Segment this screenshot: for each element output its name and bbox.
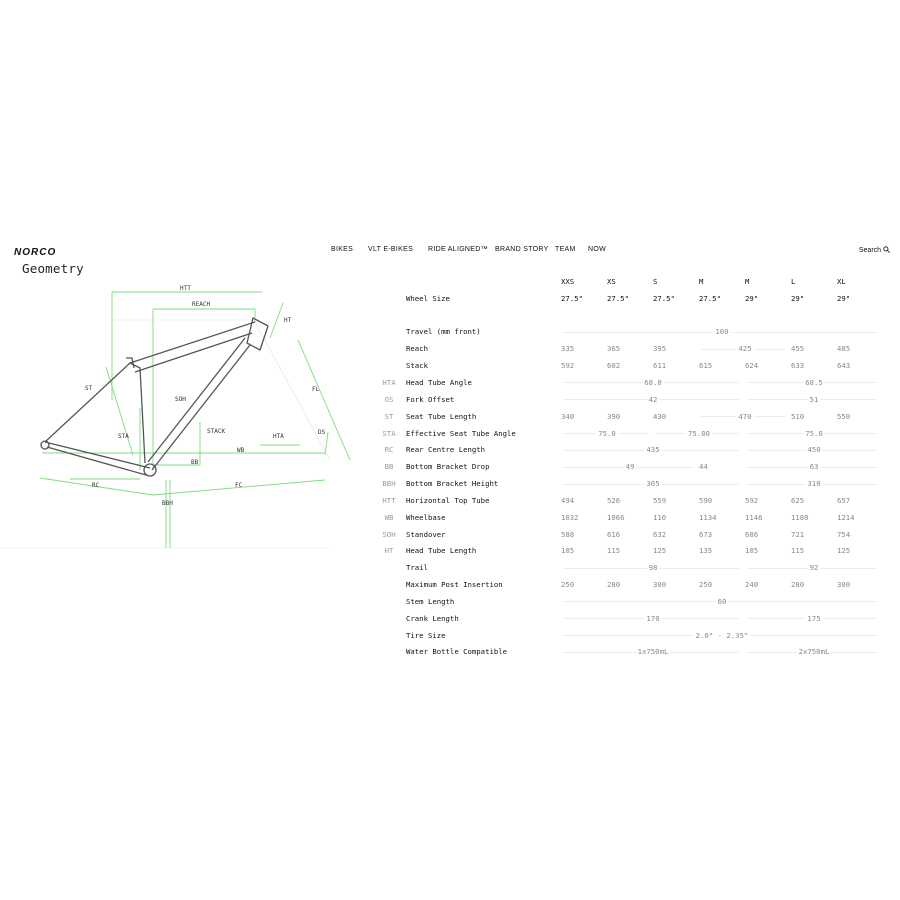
row-label: Maximum Post Insertion — [406, 580, 503, 590]
label-header-cell — [406, 273, 561, 290]
table-row — [372, 357, 883, 374]
size-header: XXS — [561, 276, 575, 286]
table-row — [372, 492, 883, 509]
value-cell: 29" — [745, 293, 759, 303]
cell-value: 175 — [807, 613, 821, 623]
table-row — [372, 644, 883, 661]
cell-value: 2.0" - 2.35" — [695, 630, 749, 640]
table-row — [372, 458, 883, 475]
row-abbr: ST — [384, 411, 394, 421]
cell-value: 1x750mL — [637, 647, 669, 657]
row-abbr: HTT — [382, 495, 396, 505]
value-cell: 115 — [791, 546, 805, 556]
spacer-cell — [561, 307, 883, 324]
size-header: L — [791, 276, 796, 286]
table-row — [372, 475, 883, 492]
cell-value: 75.0 — [598, 428, 616, 438]
value-cell: 44 — [699, 462, 708, 472]
value-cell: 280 — [791, 580, 805, 590]
value-cell: 105 — [561, 546, 575, 556]
cell-value: 51 — [809, 394, 819, 404]
label-rc: RC — [92, 482, 100, 489]
value-cell: 27.5" — [561, 293, 583, 303]
row-label: Trail — [406, 563, 428, 573]
value-cell: 135 — [699, 546, 713, 556]
merged-value-cell — [561, 627, 883, 644]
row-abbr: RC — [384, 445, 394, 455]
value-cell: 240 — [745, 580, 759, 590]
search-button[interactable] — [859, 246, 890, 254]
value-cell: 125 — [653, 546, 667, 556]
value-cell: 1214 — [837, 512, 855, 522]
value-cell: 1146 — [745, 512, 763, 522]
label-ds: DS — [318, 429, 326, 436]
label-fl: FL — [312, 386, 320, 393]
value-cell: 340 — [561, 411, 575, 421]
table-row — [372, 593, 883, 610]
row-label: Standover — [406, 529, 446, 539]
merged-value-cell — [745, 458, 883, 475]
merged-value-cell — [561, 441, 745, 458]
merged-value-cell — [699, 340, 791, 357]
value-cell: 625 — [791, 495, 805, 505]
row-abbr: SOH — [382, 529, 396, 539]
table-row — [372, 441, 883, 458]
cell-value: 310 — [807, 479, 821, 489]
value-cell: 395 — [653, 344, 667, 354]
nav-brand-story[interactable]: BRAND STORY — [495, 246, 549, 253]
value-cell: 390 — [607, 411, 621, 421]
row-abbr — [372, 559, 406, 576]
table-row — [372, 509, 883, 526]
value-cell: 590 — [699, 495, 713, 505]
label-st: ST — [85, 385, 93, 392]
cell-value: 100 — [715, 327, 729, 337]
row-label: Reach — [406, 344, 428, 354]
cell-value: 305 — [646, 479, 660, 489]
row-label: Stem Length — [406, 596, 455, 606]
value-cell: 430 — [653, 411, 667, 421]
value-cell: 250 — [699, 580, 713, 590]
row-abbr — [372, 340, 406, 357]
cell-value: 68.0 — [644, 377, 662, 387]
row-abbr — [372, 593, 406, 610]
page-title: Geometry — [22, 261, 84, 276]
value-cell: 616 — [607, 529, 621, 539]
value-cell: 510 — [791, 411, 805, 421]
table-row — [372, 374, 883, 391]
merged-value-cell — [561, 559, 745, 576]
row-label: Crank Length — [406, 613, 459, 623]
label-bb: BB — [191, 459, 199, 466]
row-abbr: HT — [384, 546, 394, 556]
merged-value-cell — [561, 644, 745, 661]
table-row — [372, 627, 883, 644]
table-row — [372, 425, 883, 442]
label-ht: HT — [284, 317, 292, 324]
merged-value-cell — [745, 374, 883, 391]
size-header: M — [745, 276, 750, 286]
value-cell: 335 — [561, 344, 575, 354]
value-cell: 1180 — [791, 512, 809, 522]
search-icon — [883, 246, 890, 253]
merged-value-cell — [699, 408, 791, 425]
value-cell: 615 — [699, 361, 713, 371]
value-cell: 1066 — [607, 512, 625, 522]
value-cell: 300 — [837, 580, 851, 590]
row-abbr — [372, 290, 406, 307]
table-row — [372, 610, 883, 627]
row-abbr — [372, 644, 406, 661]
cell-value: 450 — [807, 445, 821, 455]
geometry-table — [372, 273, 883, 660]
value-cell: 110 — [653, 512, 667, 522]
size-header: S — [653, 276, 658, 286]
value-cell: 455 — [791, 344, 805, 354]
cell-value: 470 — [738, 411, 752, 421]
value-cell: 588 — [561, 529, 575, 539]
table-row — [372, 391, 883, 408]
row-label: Travel (mm front) — [406, 327, 481, 337]
table-header-row — [372, 273, 883, 290]
row-abbr — [372, 627, 406, 644]
cell-value: 63 — [809, 462, 819, 472]
cell-value: 98 — [648, 563, 658, 573]
search-label: Search — [858, 247, 882, 254]
value-cell: 494 — [561, 495, 575, 505]
row-label: Tire Size — [406, 630, 446, 640]
size-header: M — [699, 276, 704, 286]
nav-vlt-ebikes[interactable]: VLT E-BIKES — [368, 246, 414, 253]
cell-value: 68.5 — [805, 377, 823, 387]
value-cell: 29" — [837, 293, 851, 303]
merged-value-cell — [745, 425, 883, 442]
merged-value-cell — [561, 458, 699, 475]
merged-value-cell — [561, 593, 883, 610]
value-cell: 602 — [607, 361, 621, 371]
value-cell: 27.5" — [653, 293, 675, 303]
cell-value: 60 — [717, 596, 727, 606]
table-row — [372, 324, 883, 341]
main-nav — [0, 246, 900, 258]
value-cell: 526 — [607, 495, 621, 505]
label-stack: STACK — [207, 428, 226, 435]
label-reach: REACH — [192, 301, 211, 308]
value-cell: 485 — [837, 344, 851, 354]
row-abbr: OS — [384, 394, 394, 404]
value-cell: 300 — [653, 580, 667, 590]
table-row — [372, 307, 883, 324]
value-cell: 592 — [561, 361, 575, 371]
row-label: Wheelbase — [406, 512, 446, 522]
table-row — [372, 559, 883, 576]
value-cell: 115 — [607, 546, 621, 556]
merged-value-cell — [745, 391, 883, 408]
value-cell: 1032 — [561, 512, 579, 522]
label-soh: SOH — [175, 396, 186, 403]
merged-value-cell — [745, 610, 883, 627]
merged-value-cell — [561, 324, 883, 341]
merged-value-cell — [561, 391, 745, 408]
table-row — [372, 408, 883, 425]
merged-value-cell — [561, 374, 745, 391]
nav-team[interactable]: TEAM — [555, 246, 576, 253]
row-label: Fork Offset — [406, 394, 455, 404]
row-label: Bottom Bracket Height — [406, 479, 499, 489]
svg-text:NORCO: NORCO — [14, 247, 57, 258]
merged-value-cell — [653, 425, 745, 442]
value-cell: 280 — [607, 580, 621, 590]
label-wb: WB — [237, 447, 245, 454]
row-abbr — [372, 610, 406, 627]
merged-value-cell — [745, 475, 883, 492]
label-hta: HTA — [273, 433, 284, 440]
row-label: Stack — [406, 361, 428, 371]
merged-value-cell — [745, 441, 883, 458]
table-row — [372, 576, 883, 593]
value-cell: 559 — [653, 495, 667, 505]
merged-value-cell — [561, 610, 745, 627]
cell-value: 75.00 — [688, 428, 710, 438]
value-cell: 125 — [837, 546, 851, 556]
value-cell: 633 — [791, 361, 805, 371]
row-label: Seat Tube Length — [406, 411, 477, 421]
merged-value-cell — [745, 559, 883, 576]
size-header: XL — [837, 276, 846, 286]
cell-value: 425 — [738, 344, 752, 354]
value-cell: 365 — [607, 344, 621, 354]
value-cell: 657 — [837, 495, 851, 505]
cell-value: 49 — [625, 462, 635, 472]
value-cell: 611 — [653, 361, 667, 371]
cell-value: 92 — [809, 563, 819, 573]
label-htt: HTT — [180, 285, 191, 292]
cell-value: 170 — [646, 613, 660, 623]
row-abbr — [372, 307, 406, 324]
value-cell: 27.5" — [699, 293, 721, 303]
cell-value: 2x750mL — [798, 647, 830, 657]
row-abbr: STA — [382, 428, 396, 438]
value-cell: 643 — [837, 361, 851, 371]
label-fc: FC — [235, 482, 243, 489]
table-row — [372, 340, 883, 357]
value-cell: 250 — [561, 580, 575, 590]
nav-ride-aligned[interactable]: RIDE ALIGNED™ — [428, 246, 488, 253]
row-label: Head Tube Length — [406, 546, 477, 556]
cell-value: 75.0 — [805, 428, 823, 438]
value-cell: 754 — [837, 529, 851, 539]
value-cell: 624 — [745, 361, 759, 371]
value-cell: 27.5" — [607, 293, 629, 303]
merged-value-cell — [561, 425, 653, 442]
value-cell: 686 — [745, 529, 759, 539]
table-row — [372, 543, 883, 560]
row-label: Head Tube Angle — [406, 377, 472, 387]
row-label: Water Bottle Compatible — [406, 647, 508, 657]
label-sta: STA — [118, 433, 129, 440]
row-label: Rear Centre Length — [406, 445, 486, 455]
value-cell: 550 — [837, 411, 851, 421]
row-label — [406, 307, 561, 324]
value-cell: 721 — [791, 529, 805, 539]
row-abbr: HTA — [382, 377, 396, 387]
row-abbr: WB — [384, 512, 394, 522]
value-cell: 105 — [745, 546, 759, 556]
row-abbr: BB — [384, 462, 394, 472]
row-label: Wheel Size — [406, 293, 450, 303]
row-abbr — [372, 357, 406, 374]
table-row — [372, 526, 883, 543]
nav-bikes[interactable]: BIKES — [331, 246, 354, 253]
row-abbr — [372, 324, 406, 341]
label-bbh: BBH — [162, 500, 173, 507]
merged-value-cell — [745, 644, 883, 661]
value-cell: 1134 — [699, 512, 717, 522]
value-cell: 632 — [653, 529, 667, 539]
cell-value: 435 — [646, 445, 660, 455]
row-label: Bottom Bracket Drop — [406, 462, 490, 472]
value-cell: 592 — [745, 495, 759, 505]
cell-value: 42 — [648, 394, 658, 404]
size-header: XS — [607, 276, 616, 286]
abbr-header-cell — [372, 273, 406, 290]
value-cell: 673 — [699, 529, 713, 539]
row-abbr: BBH — [382, 479, 396, 489]
nav-now[interactable]: NOW — [588, 246, 607, 253]
merged-value-cell — [561, 475, 745, 492]
geometry-diagram — [0, 270, 380, 570]
row-abbr — [372, 576, 406, 593]
row-label: Horizontal Top Tube — [406, 495, 490, 505]
row-label: Effective Seat Tube Angle — [406, 428, 516, 438]
value-cell: 29" — [791, 293, 805, 303]
table-row — [372, 290, 883, 307]
